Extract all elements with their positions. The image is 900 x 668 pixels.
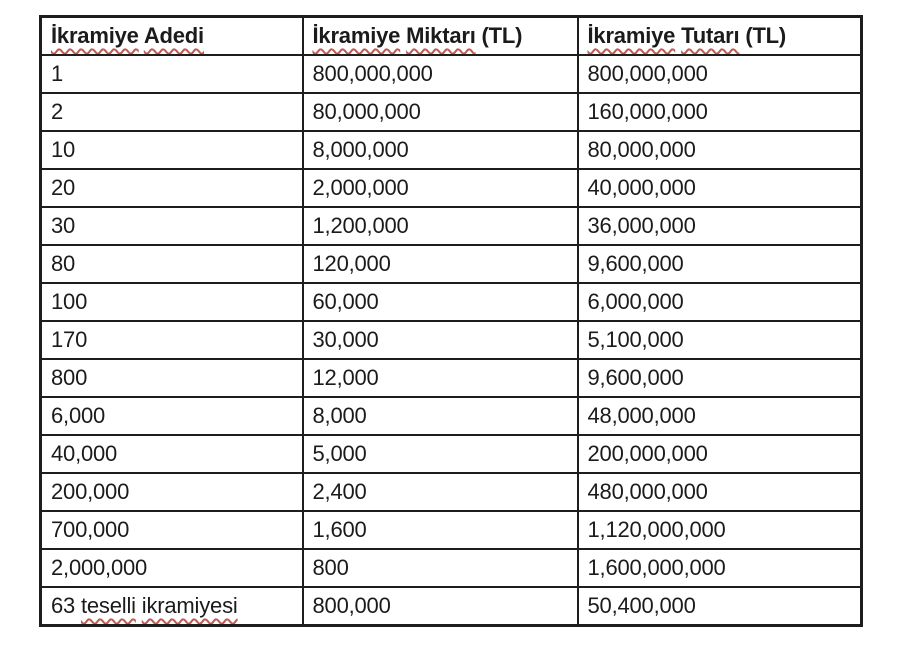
text-segment: 160,000,000 — [587, 99, 708, 124]
text-segment: 800,000 — [312, 593, 391, 618]
text-segment: 9,600,000 — [587, 251, 684, 276]
column-header — [578, 17, 862, 56]
text-segment: (TL) — [475, 23, 523, 48]
table-cell — [578, 359, 862, 397]
table-cell — [303, 283, 578, 321]
text-segment: 10 — [51, 137, 76, 162]
table-header-row — [41, 17, 862, 56]
text-segment: 2 — [51, 99, 64, 124]
misspelled-word: Tutarı — [681, 23, 740, 48]
table-cell — [578, 245, 862, 283]
table-cell — [578, 93, 862, 131]
text-segment: 170 — [51, 327, 88, 352]
text-segment: 100 — [51, 289, 88, 314]
table-cell — [41, 549, 303, 587]
table-cell — [303, 131, 578, 169]
text-segment: 12,000 — [312, 365, 379, 390]
table-row — [41, 169, 862, 207]
table-cell — [578, 321, 862, 359]
text-segment: 800 — [312, 555, 349, 580]
text-segment: 1,120,000,000 — [587, 517, 726, 542]
text-segment: 40,000,000 — [587, 175, 696, 200]
text-segment: 60,000 — [312, 289, 379, 314]
text-segment: 20 — [51, 175, 76, 200]
text-segment: 5,000 — [312, 441, 367, 466]
text-segment: 5,100,000 — [587, 327, 684, 352]
misspelled-word: İkramiye — [587, 23, 676, 48]
table-cell — [578, 207, 862, 245]
table-row — [41, 245, 862, 283]
table-cell — [303, 169, 578, 207]
misspelled-word: Miktarı — [406, 23, 476, 48]
table-cell — [303, 397, 578, 435]
table-cell — [41, 283, 303, 321]
text-segment: 30,000 — [312, 327, 379, 352]
table-cell — [303, 587, 578, 626]
table-cell — [303, 93, 578, 131]
text-segment: 40,000 — [51, 441, 118, 466]
table-cell — [41, 245, 303, 283]
text-segment: 30 — [51, 213, 76, 238]
table-cell — [41, 587, 303, 626]
misspelled-word: İkramiye — [51, 23, 139, 48]
table-cell — [578, 55, 862, 93]
text-segment: 6,000 — [51, 403, 106, 428]
table-cell — [41, 169, 303, 207]
text-segment: 480,000,000 — [587, 479, 708, 504]
text-segment: 2,000,000 — [51, 555, 148, 580]
table-cell — [41, 473, 303, 511]
column-header — [303, 17, 578, 56]
table-cell — [41, 359, 303, 397]
text-segment: 8,000,000 — [312, 137, 409, 162]
table-cell — [578, 549, 862, 587]
table-cell — [578, 397, 862, 435]
text-segment: 48,000,000 — [587, 403, 696, 428]
table-row — [41, 511, 862, 549]
column-header — [41, 17, 303, 56]
table-row — [41, 549, 862, 587]
misspelled-word: Adedi — [143, 23, 204, 48]
table-cell — [41, 93, 303, 131]
table-row — [41, 435, 862, 473]
table-cell — [303, 55, 578, 93]
table-cell — [578, 435, 862, 473]
text-segment: 1,600,000,000 — [587, 555, 726, 580]
misspelled-word: ikramiyesi — [141, 593, 238, 618]
table-cell — [303, 511, 578, 549]
table-cell — [303, 245, 578, 283]
table-row — [41, 321, 862, 359]
text-segment: 50,400,000 — [587, 593, 696, 618]
table-row — [41, 55, 862, 93]
text-segment: 6,000,000 — [587, 289, 684, 314]
table-cell — [41, 321, 303, 359]
text-segment: 800 — [51, 365, 88, 390]
table-row — [41, 131, 862, 169]
table-row — [41, 93, 862, 131]
text-segment: 800,000,000 — [587, 61, 708, 86]
table-row — [41, 359, 862, 397]
table-body — [41, 55, 862, 626]
table-cell — [303, 321, 578, 359]
table-row — [41, 587, 862, 626]
table-cell — [303, 549, 578, 587]
table-cell — [578, 587, 862, 626]
text-segment: 80,000,000 — [587, 137, 696, 162]
table-cell — [578, 131, 862, 169]
prize-table — [39, 15, 863, 627]
text-segment: 200,000,000 — [587, 441, 708, 466]
text-segment: 80 — [51, 251, 76, 276]
table-cell — [41, 55, 303, 93]
table-cell — [578, 283, 862, 321]
table-cell — [578, 473, 862, 511]
table-row — [41, 473, 862, 511]
table-row — [41, 397, 862, 435]
table-head — [41, 17, 862, 56]
text-segment: 200,000 — [51, 479, 130, 504]
text-segment: 2,400 — [312, 479, 367, 504]
table-row — [41, 283, 862, 321]
text-segment: 8,000 — [312, 403, 367, 428]
table-cell — [41, 397, 303, 435]
text-segment: 2,000,000 — [312, 175, 409, 200]
table-cell — [41, 207, 303, 245]
table-cell — [41, 511, 303, 549]
text-segment: 36,000,000 — [587, 213, 696, 238]
text-segment: 800,000,000 — [312, 61, 433, 86]
text-segment: (TL) — [739, 23, 787, 48]
table-cell — [578, 169, 862, 207]
text-segment: 63 — [51, 593, 81, 618]
table-cell — [303, 473, 578, 511]
text-segment: 120,000 — [312, 251, 391, 276]
misspelled-word: teselli — [80, 593, 136, 618]
misspelled-word: İkramiye — [312, 23, 401, 48]
text-segment: 1,600 — [312, 517, 367, 542]
table-row — [41, 207, 862, 245]
table-cell — [303, 359, 578, 397]
table-cell — [41, 435, 303, 473]
text-segment: 80,000,000 — [312, 99, 421, 124]
table-cell — [41, 131, 303, 169]
table-cell — [303, 207, 578, 245]
text-segment: 1,200,000 — [312, 213, 409, 238]
text-segment: 9,600,000 — [587, 365, 684, 390]
table-cell — [303, 435, 578, 473]
text-segment: 700,000 — [51, 517, 130, 542]
text-segment: 1 — [51, 61, 64, 86]
table-cell — [578, 511, 862, 549]
